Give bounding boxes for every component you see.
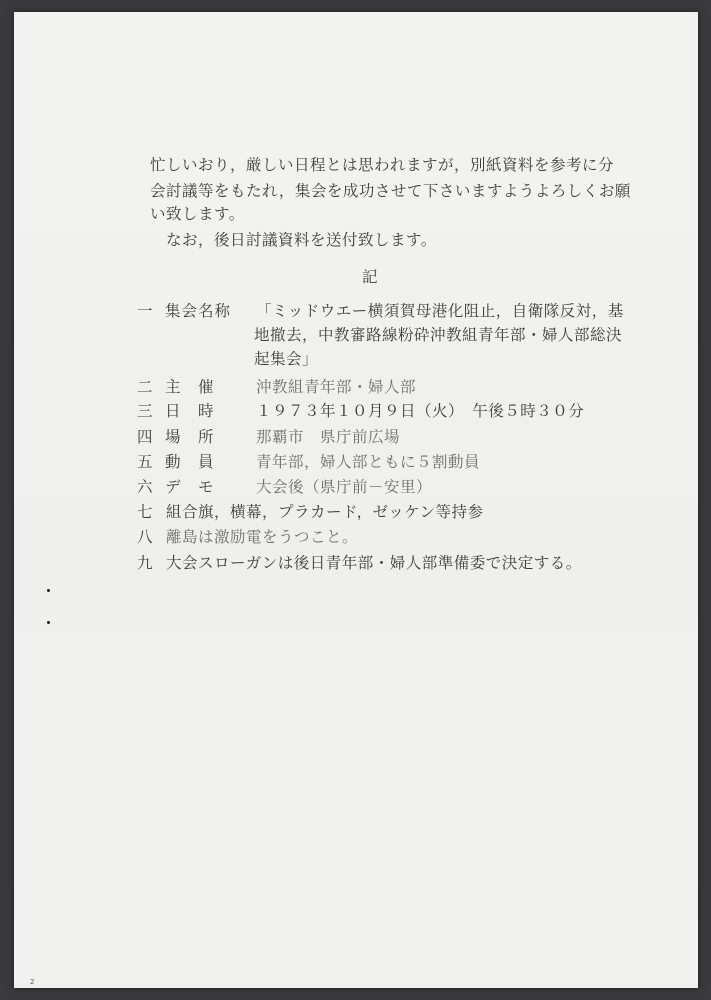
item-value-line: 「ミッドウエー横須賀母港化阻止，自衛隊反対，基 xyxy=(256,302,624,320)
item-number: 二 xyxy=(137,378,153,396)
item-label: 日 時 xyxy=(165,402,215,420)
item-value-line: 青年部，婦人部ともに５割動員 xyxy=(256,453,481,471)
item-number: 四 xyxy=(137,428,153,446)
item-value-line: 地撤去，中教審路線粉砕沖教組青年部・婦人部総決 xyxy=(254,326,623,344)
item-number: 一 xyxy=(137,302,153,320)
item-value-line: 組合旗，横幕，プラカード，ゼッケン等持参 xyxy=(166,503,484,521)
intro-line-1: 忙しいおり，厳しい日程とは思われますが，別紙資料を参考に分 xyxy=(150,156,615,174)
item-number: 六 xyxy=(137,478,153,496)
item-value-line: 那覇市 県庁前広場 xyxy=(256,428,401,446)
item-number: 九 xyxy=(137,554,153,572)
item-label: 主 催 xyxy=(165,378,215,396)
item-label: デ モ xyxy=(165,478,215,496)
item-value-line: 沖教組青年部・婦人部 xyxy=(256,378,417,396)
item-number: 八 xyxy=(137,528,153,546)
item-number: 三 xyxy=(137,402,153,420)
page-number: 2 xyxy=(30,978,35,986)
item-label: 動 員 xyxy=(165,453,215,471)
item-label: 集会名称 xyxy=(165,302,232,320)
item-value-line: 大会後（県庁前－安里） xyxy=(256,478,433,496)
intro-line-2: 会討議等をもたれ，集会を成功させて下さいますようよろしくお願 xyxy=(150,182,631,200)
item-number: 五 xyxy=(137,453,153,471)
item-number: 七 xyxy=(137,503,153,521)
item-value-line: １９７３年１０月９日（火） 午後５時３０分 xyxy=(256,402,585,420)
intro-line-4: なお，後日討議資料を送付致します。 xyxy=(166,231,437,249)
section-heading: 記 xyxy=(362,268,379,286)
binder-hole-mark xyxy=(47,589,50,592)
item-value-line: 離島は激励電をうつこと。 xyxy=(166,528,359,546)
item-label: 場 所 xyxy=(165,428,215,446)
item-value-line: 大会スローガンは後日青年部・婦人部準備委で決定する。 xyxy=(166,554,582,572)
binder-hole-mark xyxy=(47,621,50,624)
intro-line-3: い致します。 xyxy=(150,205,245,223)
item-value-line: 起集会」 xyxy=(254,350,319,368)
